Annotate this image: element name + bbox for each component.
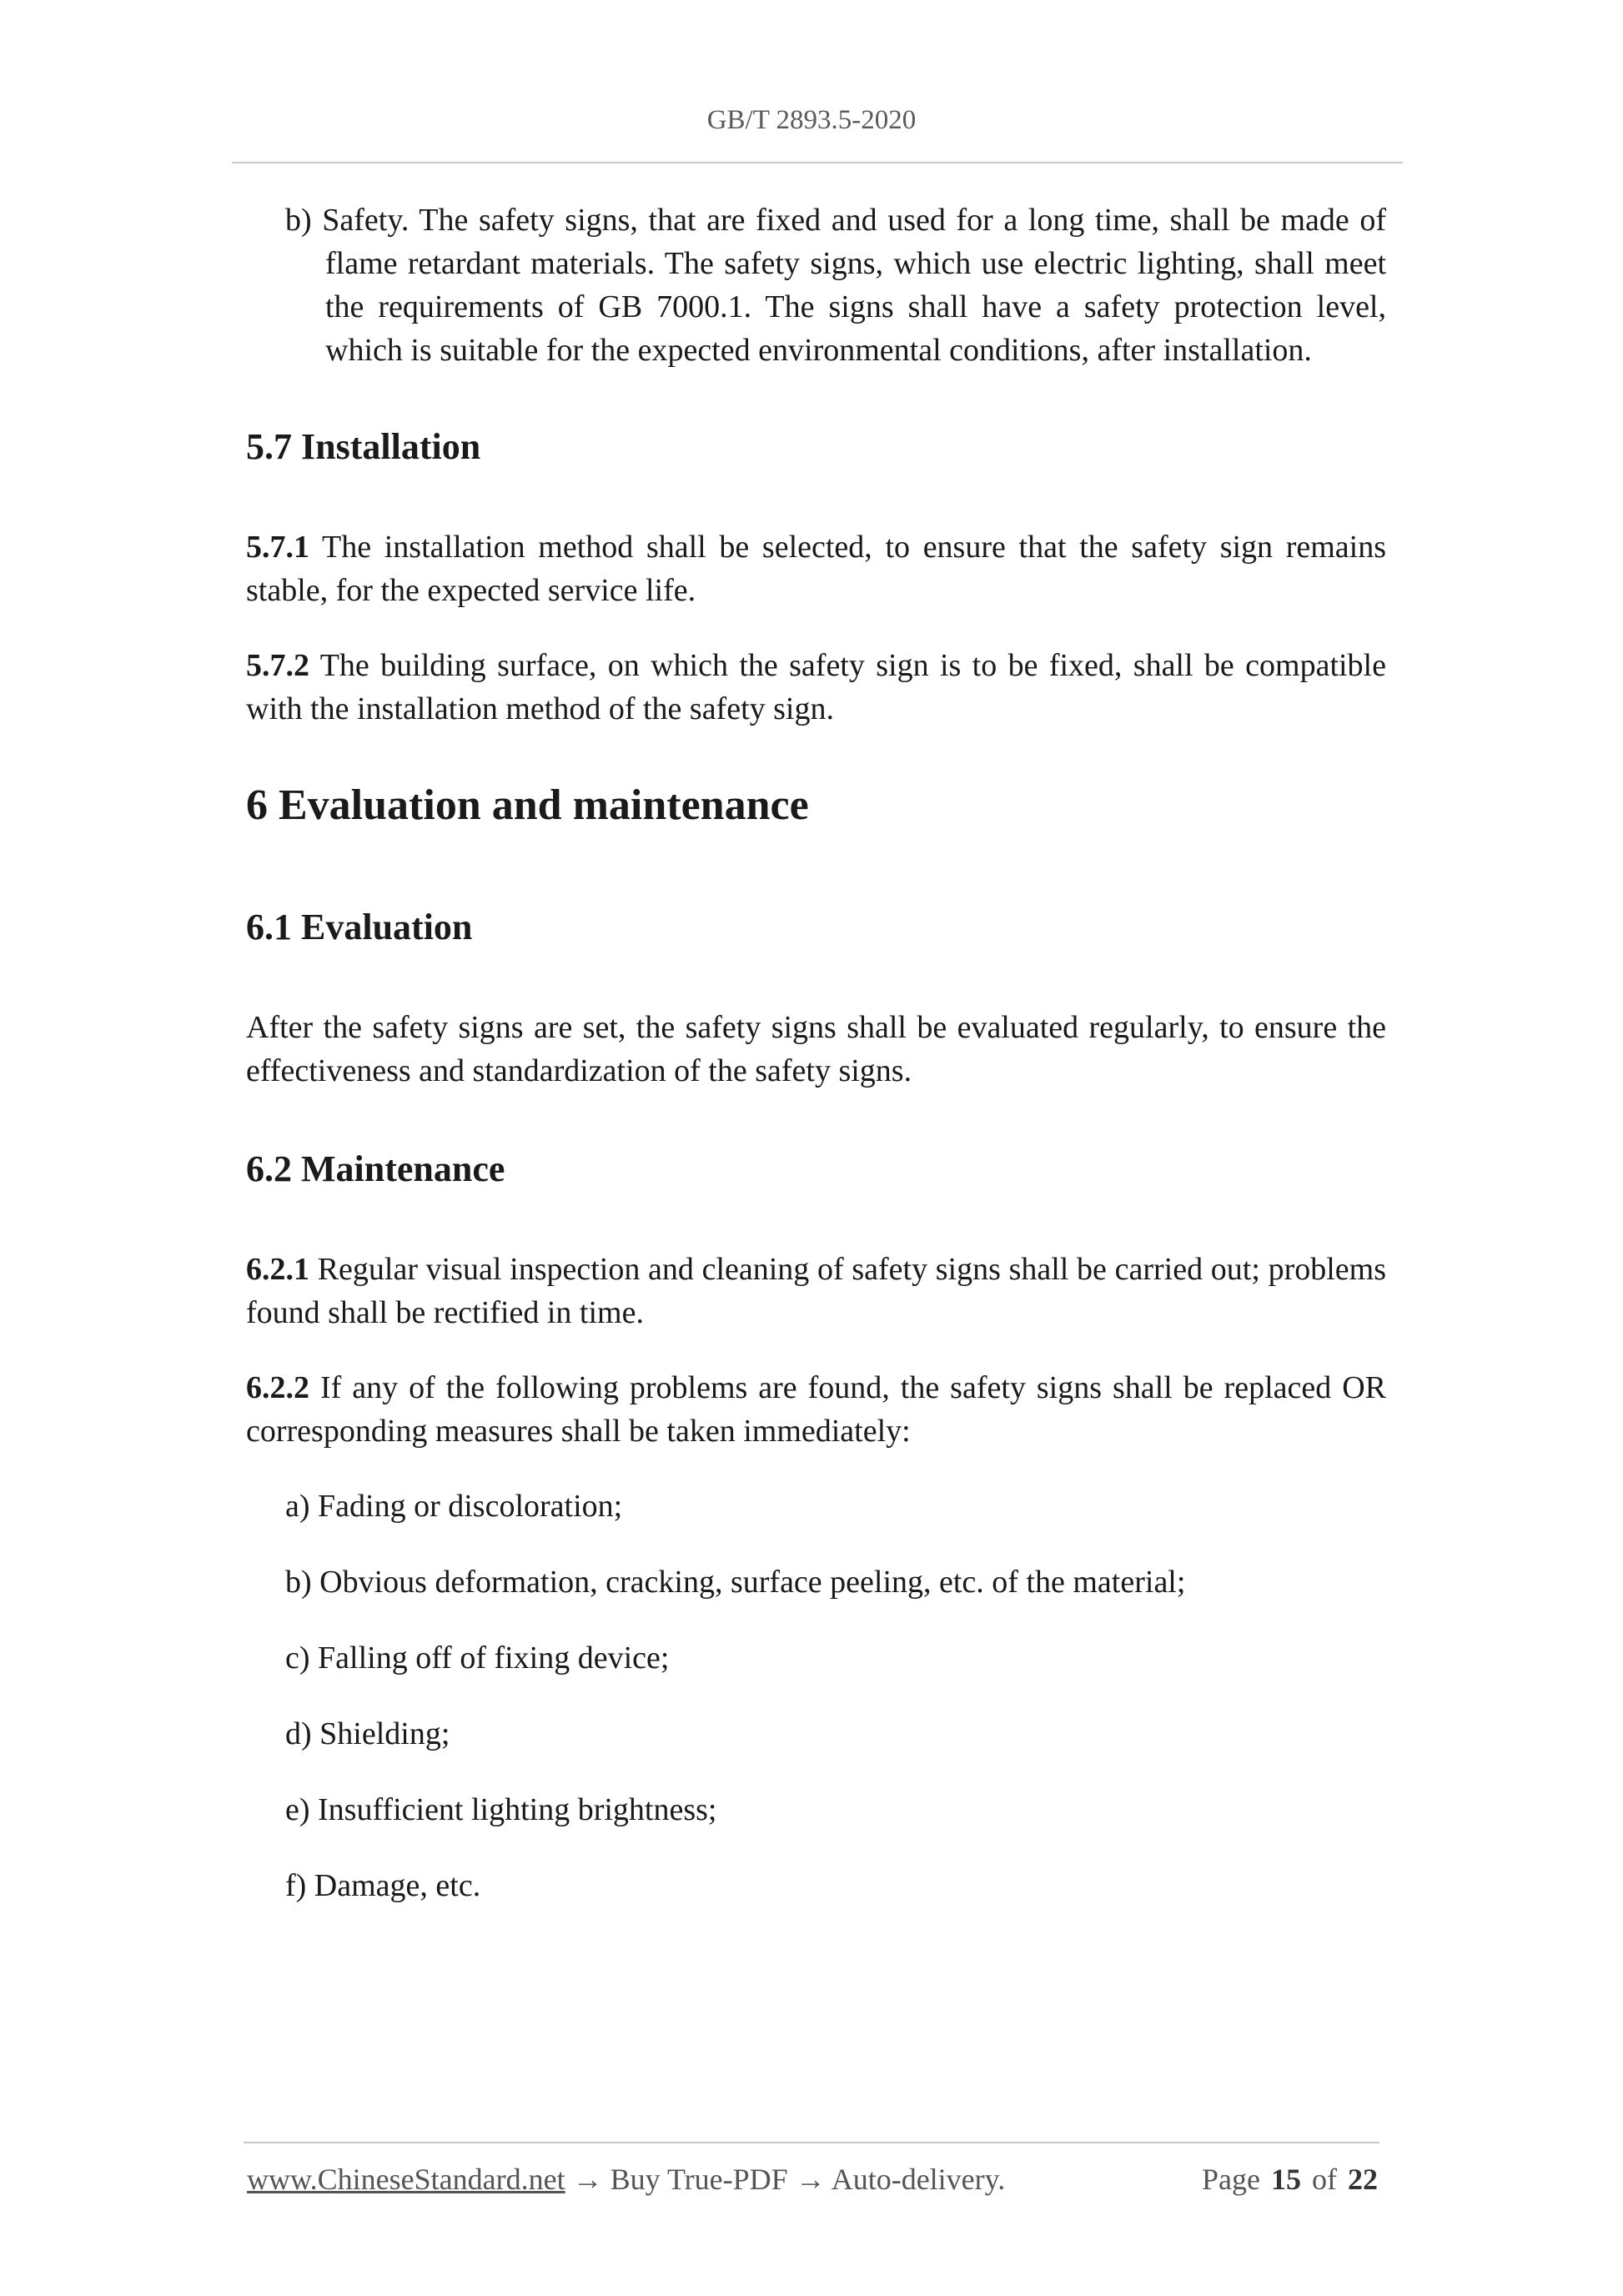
running-header: GB/T 2893.5-2020 [706,105,917,135]
clause-text: The building surface, on which the safety sign is to be fixed, shall be compatible with the installation method of the safety sign. [246,648,1386,726]
list-item: e) Insufficient lighting brightness; [285,1792,717,1827]
clause-6-2-2 [246,1366,1386,1453]
arrow-right-icon: → [795,2163,826,2196]
buy-pdf-text: Buy True-PDF [610,2163,788,2196]
footer-divider [244,2142,1379,2143]
page-indicator [1202,2162,1378,2197]
safety-list-item-b: b) Safety. The safety signs, that are fixed and used for a long time, shall be made of flame retardant materials. The safety signs, which use electric lighting, shall meet the requirements of GB 7000.1. The signs shall have a safety protection level, which is suitable for the expected environmental conditions, after installation. [285,203,1386,368]
clause-number: 5.7.1 [246,530,309,565]
heading-5-7: 5.7 Installation [246,426,481,467]
footer-left [247,2162,1005,2197]
header-divider [232,162,1403,163]
clause-5-7-1 [246,525,1386,612]
website-link[interactable]: www.ChineseStandard.net [247,2163,565,2196]
list-item: b) Obvious deformation, cracking, surface peeling, etc. of the material; [285,1565,1186,1600]
clause-number: 5.7.2 [246,648,309,683]
clause-text: Regular visual inspection and cleaning of safety signs shall be carried out; problems found shall be rectified in time. [246,1252,1387,1330]
clause-number: 6.2.2 [246,1370,309,1405]
clause-6-2-1 [246,1248,1386,1334]
evaluation-paragraph: After the safety signs are set, the safety signs shall be evaluated regularly, to ensure the effectiveness and standardization of the safety signs. [246,1010,1386,1088]
page-label: Page [1202,2163,1260,2196]
list-item: f) Damage, etc. [285,1868,481,1903]
of-label: of [1312,2163,1337,2196]
delivery-text: Auto-delivery. [831,2163,1006,2196]
page-total: 22 [1348,2163,1378,2196]
heading-6-2: 6.2 Maintenance [246,1148,505,1189]
list-item: c) Falling off of fixing device; [285,1640,670,1676]
clause-number: 6.2.1 [246,1252,309,1287]
clause-text: The installation method shall be selected, to ensure that the safety sign remains stable, for the expected service life. [246,530,1386,608]
clause-5-7-2 [246,644,1386,731]
heading-6: 6 Evaluation and maintenance [246,781,809,829]
arrow-right-icon: → [572,2163,603,2196]
list-item: a) Fading or discoloration; [285,1489,623,1524]
clause-text: If any of the following problems are found, the safety signs shall be replaced OR corresponding measures shall be taken immediately: [246,1370,1386,1449]
list-item: d) Shielding; [285,1716,450,1751]
heading-6-1: 6.1 Evaluation [246,907,473,947]
page-number: 15 [1271,2163,1301,2196]
